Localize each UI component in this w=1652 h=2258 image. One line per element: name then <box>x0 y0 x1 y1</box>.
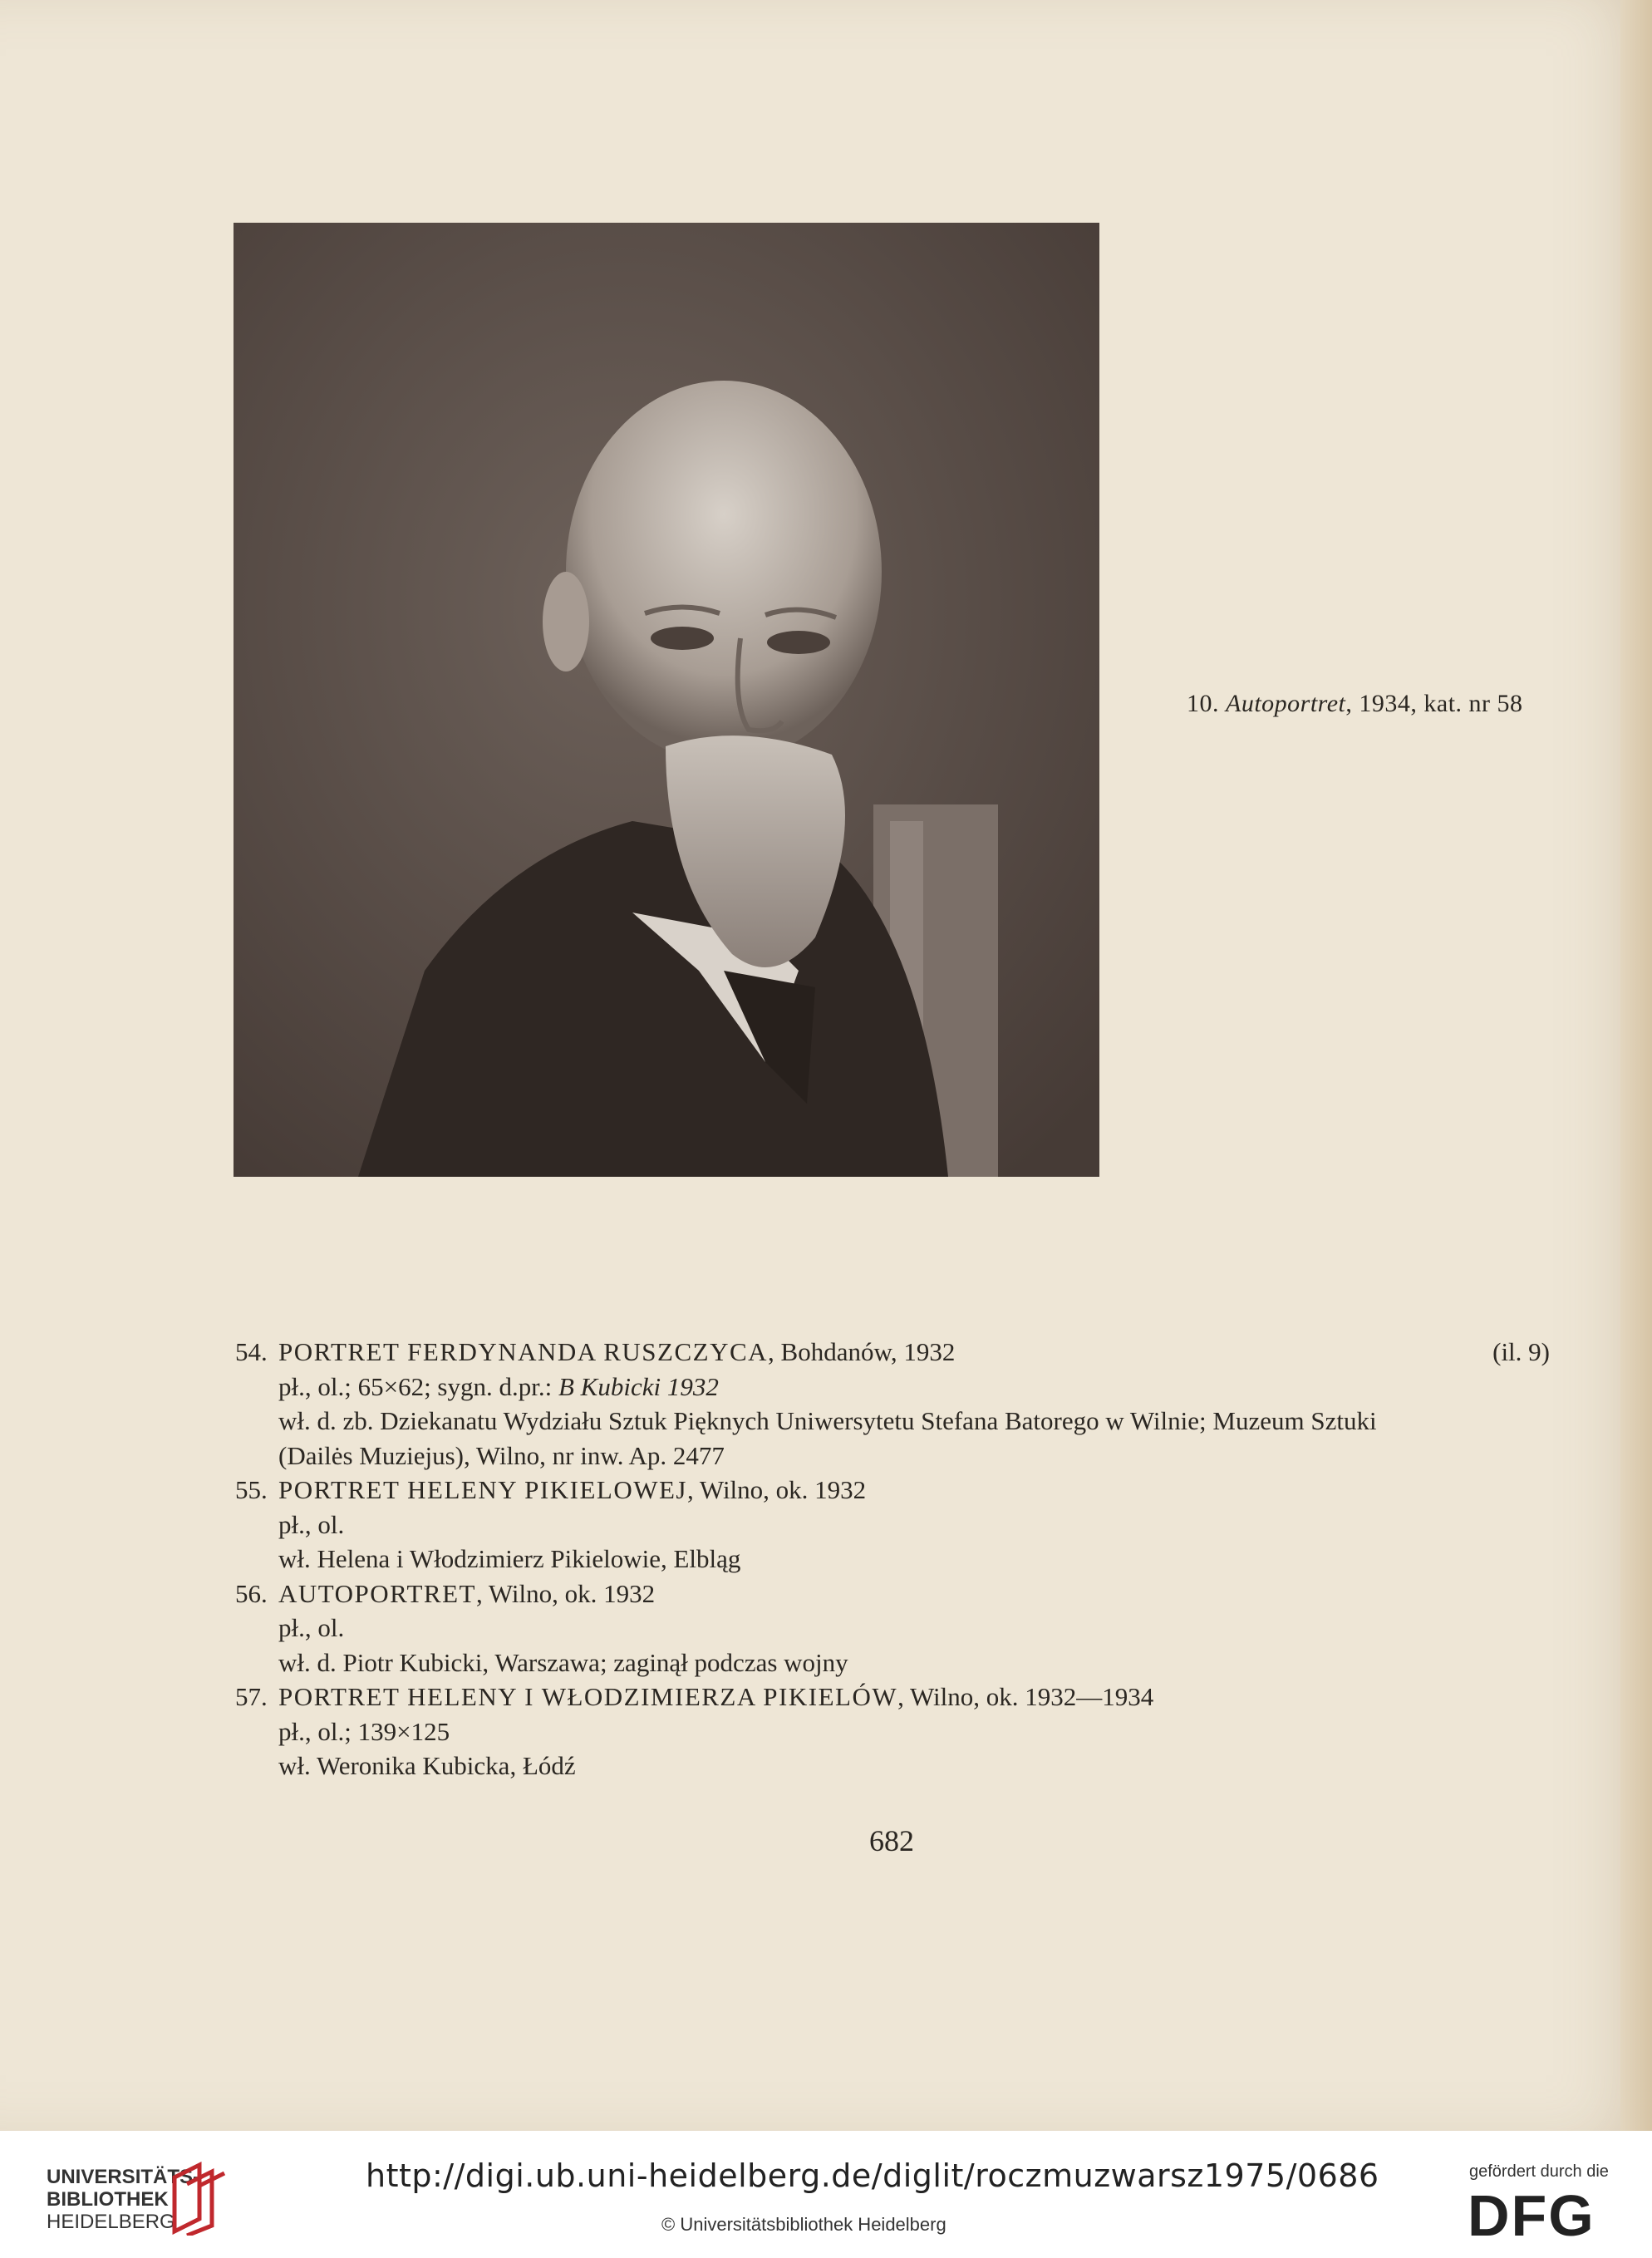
entry-medium: pł., ol.; 65×62; sygn. d.pr.: <box>278 1371 558 1401</box>
dfg-logo-icon <box>1468 2187 1617 2241</box>
entry-place-date: , Bohdanów, 1932 <box>768 1337 956 1366</box>
entry-number: 54. <box>235 1337 268 1366</box>
entry-title: PORTRET FERDYNANDA RUSZCZYCA <box>278 1337 769 1366</box>
entry-owner: wł. d. Piotr Kubicki, Warszawa; zaginął podczas wojny <box>278 1647 848 1677</box>
library-logo-icon <box>166 2161 231 2236</box>
portrait-photograph <box>234 223 1099 1177</box>
entry-medium: pł., ol.; 139×125 <box>278 1716 450 1746</box>
caption-title: Autoportret <box>1226 690 1346 717</box>
library-name-line-2: BIBLIOTHEK <box>47 2188 169 2211</box>
entry-signature: B Kubicki 1932 <box>558 1371 719 1401</box>
entry-number: 56. <box>235 1578 268 1608</box>
library-name-line-3: HEIDELBERG <box>47 2211 175 2233</box>
entry-place-date: , Wilno, ok. 1932 <box>686 1475 867 1504</box>
catalogue-entry <box>235 1335 1565 1473</box>
entry-number: 57. <box>235 1682 268 1711</box>
catalogue-entry <box>235 1473 1565 1577</box>
page-number: 682 <box>869 1824 914 1857</box>
funder-label: gefördert durch die <box>1469 2162 1609 2181</box>
catalogue-entry <box>235 1680 1565 1783</box>
entry-medium: pł., ol. <box>278 1613 345 1642</box>
page-edge <box>1620 0 1652 2131</box>
plate-caption <box>1187 690 1523 718</box>
catalogue-entries <box>235 1335 1565 1783</box>
entry-title: PORTRET HELENY PIKIELOWEJ <box>278 1475 687 1504</box>
illustration-reference: (il. 9) <box>1492 1337 1550 1366</box>
entry-owner-continued: (Dailės Muziejus), Wilno, nr inw. Ap. 2477 <box>278 1440 725 1470</box>
entry-place-date: , Wilno, ok. 1932 <box>475 1578 656 1608</box>
copyright-notice: © Universitätsbibliothek Heidelberg <box>661 2214 946 2235</box>
caption-number: 10. <box>1187 690 1219 717</box>
entry-owner: wł. d. zb. Dziekanatu Wydziału Sztuk Pięknych Uniwersytetu Stefana Batorego w Wilnie; Muzeum Sztuki <box>278 1406 1377 1435</box>
library-name-line-1: UNIVERSITÄTS- <box>47 2166 200 2188</box>
entry-title: PORTRET HELENY I WŁODZIMIERZA PIKIELÓW <box>278 1682 898 1711</box>
entry-place-date: , Wilno, ok. 1932—1934 <box>897 1682 1154 1711</box>
entry-owner: wł. Helena i Włodzimierz Pikielowie, Elbląg <box>278 1544 741 1573</box>
entry-medium: pł., ol. <box>278 1509 345 1539</box>
viewer-footer <box>0 2131 1652 2258</box>
catalogue-entry <box>235 1577 1565 1680</box>
entry-title: AUTOPORTRET <box>278 1578 476 1608</box>
entry-owner: wł. Weronika Kubicka, Łódź <box>278 1751 576 1780</box>
svg-text:DFG: DFG <box>1468 2187 1595 2241</box>
permalink-url[interactable]: http://digi.ub.uni-heidelberg.de/diglit/roczmuzwarsz1975/0686 <box>366 2157 1379 2194</box>
caption-details: , 1934, kat. nr 58 <box>1345 690 1523 717</box>
entry-number: 55. <box>235 1475 268 1504</box>
